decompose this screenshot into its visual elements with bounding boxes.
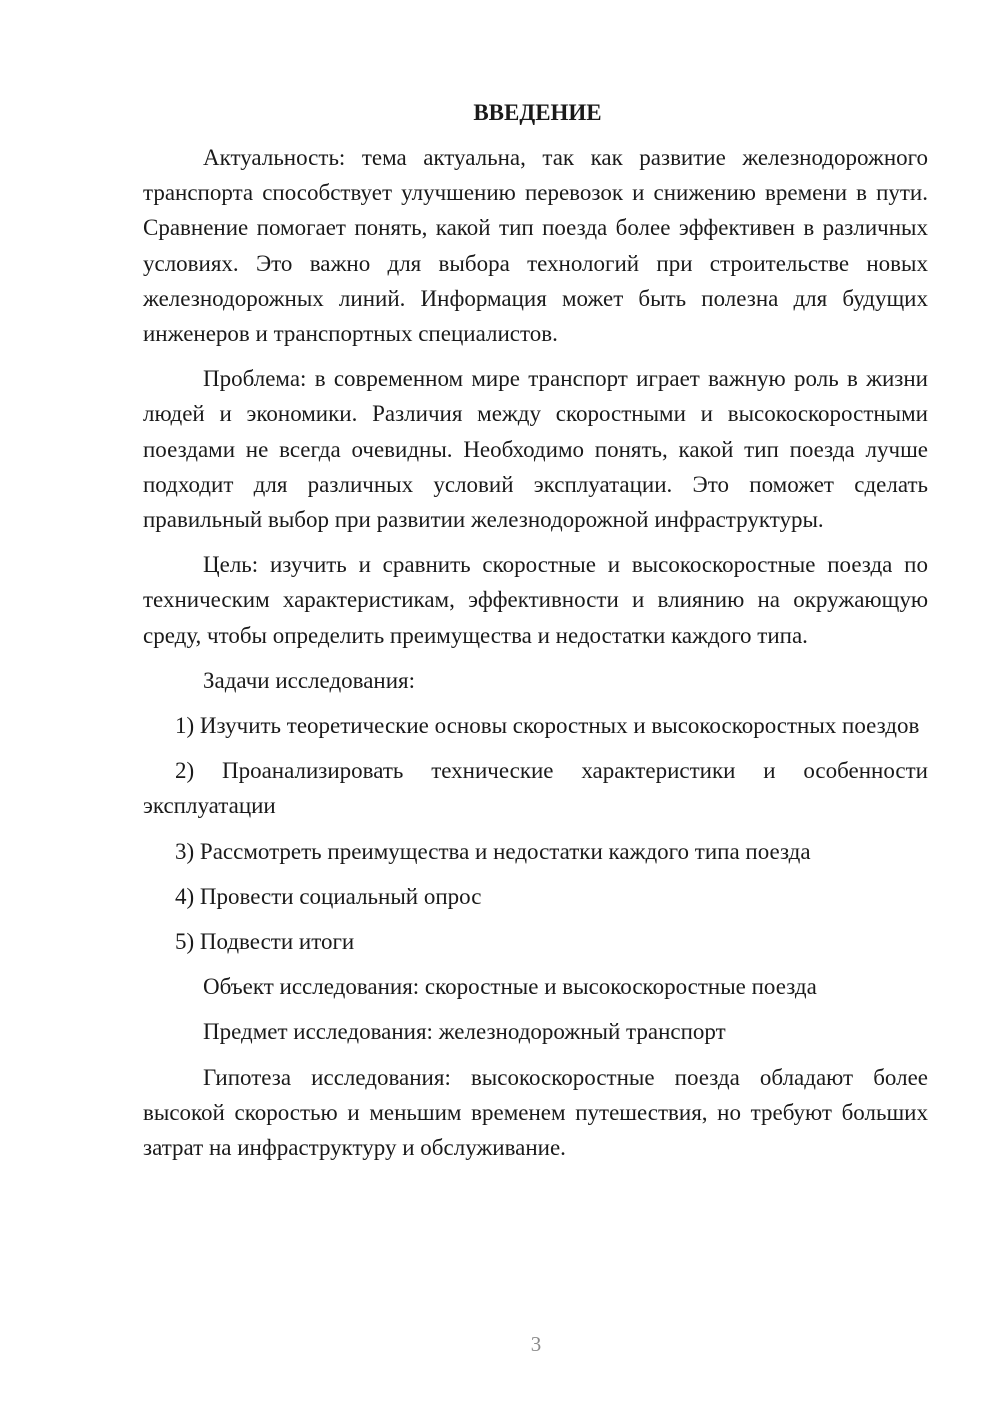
task-item-3: 3) Рассмотреть преимущества и недостатки каждого типа поезда	[175, 838, 811, 864]
section-title: ВВЕДЕНИЕ	[473, 100, 602, 125]
tasks-heading: Задачи исследования:	[203, 667, 416, 693]
research-object: Объект исследования: скоростные и высокоскоростные поезда	[203, 974, 817, 1000]
task-item-4: 4) Провести социальный опрос	[175, 883, 482, 909]
research-subject: Предмет исследования: железнодорожный транспорт	[203, 1019, 726, 1045]
relevance-paragraph: Актуальность: тема актуальна, так как развитие железнодорожного транспорта способствует улучшению перевозок и снижению времени в пути. Сравнение помогает понять, какой тип поезда более эффективен в различных условиях. Это важно для выбора технологий при строительстве новых железнодорожных линий. Информация может быть полезна для будущих инженеров и транспортных специалистов.	[143, 145, 928, 347]
problem-paragraph: Проблема: в современном мире транспорт играет важную роль в жизни людей и экономики. Различия между скоростными и высокоскоростными поездами не всегда очевидны. Необходимо понять, какой тип поезда лучше подходит для различных условий эксплуатации. Это поможет сделать правильный выбор при развитии железнодорожной инфраструктуры.	[143, 366, 928, 533]
page-number: 3	[530, 1332, 542, 1356]
goal-paragraph: Цель: изучить и сравнить скоростные и высокоскоростные поезда по техническим характеристикам, эффективности и влиянию на окружающую среду, чтобы определить преимущества и недостатки каждого типа.	[143, 552, 928, 648]
research-hypothesis: Гипотеза исследования: высокоскоростные поезда обладают более высокой скоростью и меньшим временем путешествия, но требуют больших затрат на инфраструктуру и обслуживание.	[143, 1064, 928, 1161]
task-item-5: 5) Подвести итоги	[175, 929, 355, 955]
task-item-2: 2) Проанализировать технические характеристики и особенности эксплуатации	[143, 758, 928, 819]
task-item-1: 1) Изучить теоретические основы скоростных и высокоскоростных поездов	[175, 713, 920, 739]
page-content	[143, 95, 928, 1165]
